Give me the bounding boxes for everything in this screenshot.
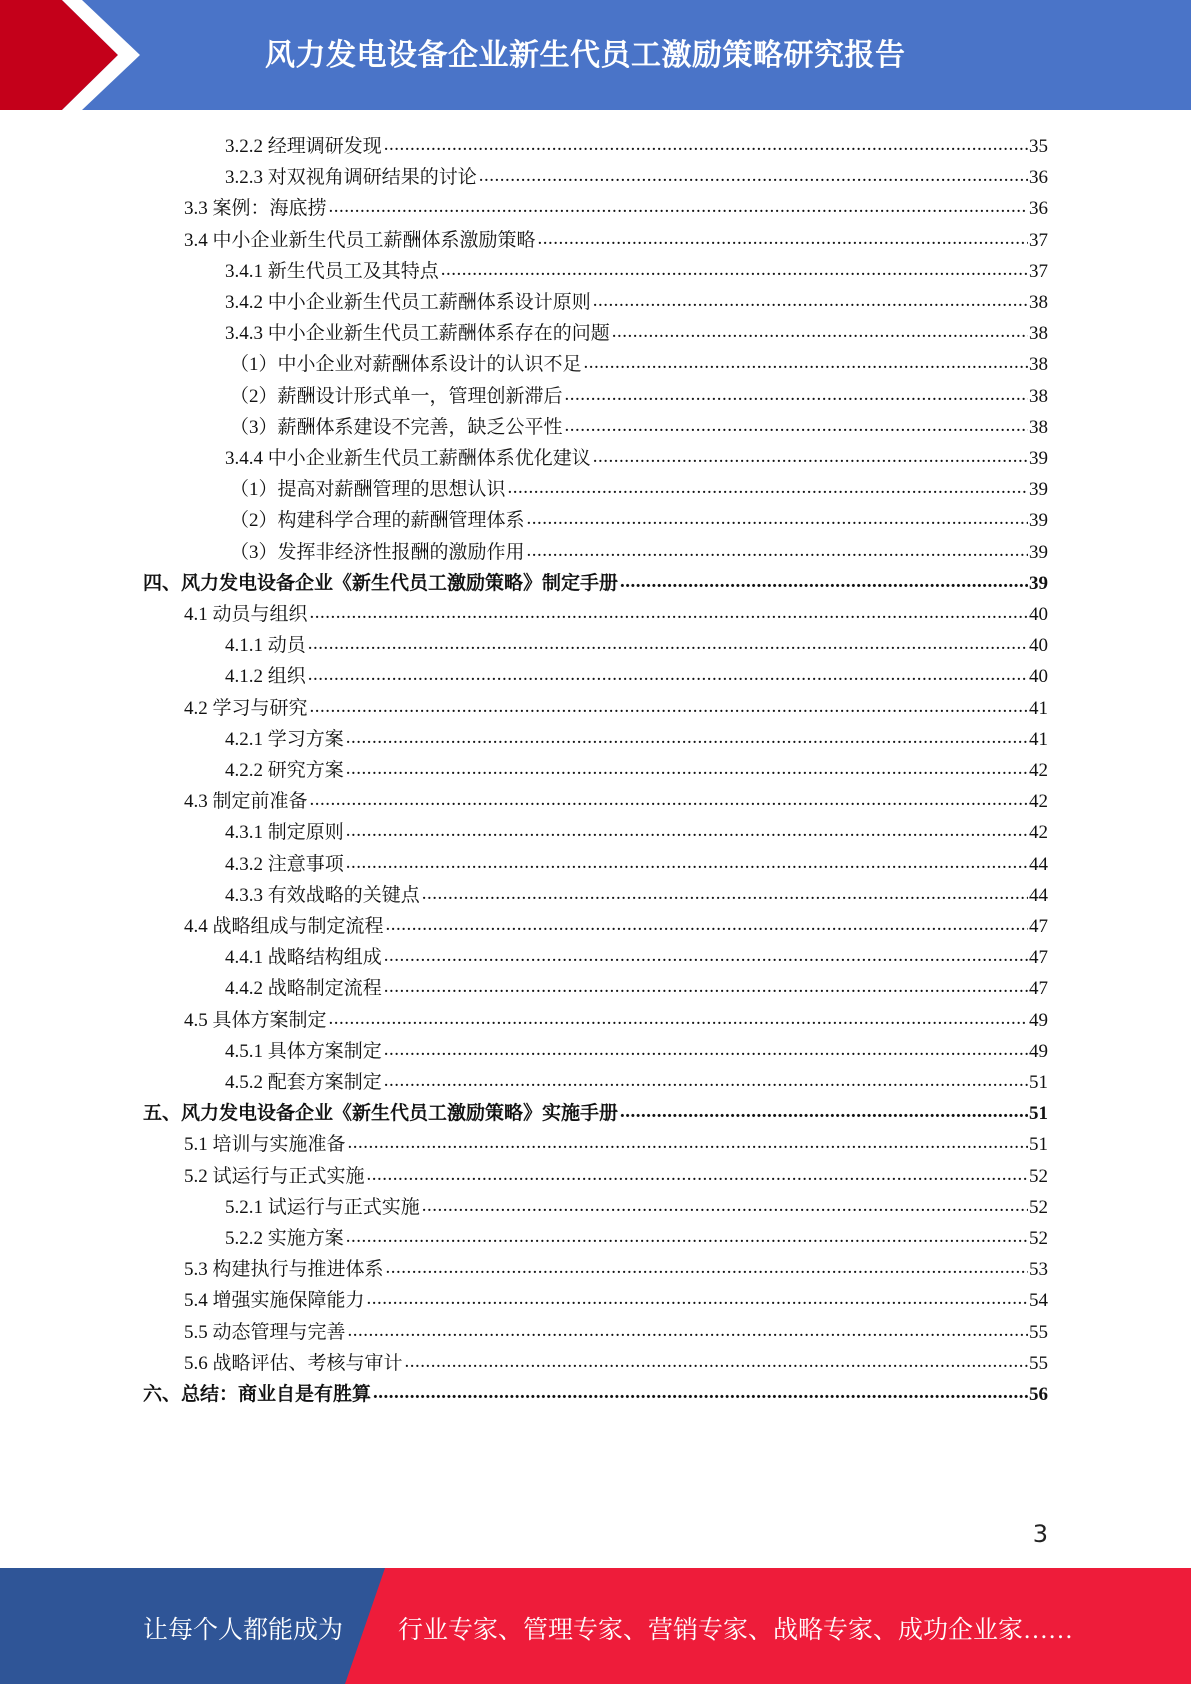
toc-entry-page-number: 51 (1029, 1072, 1048, 1093)
toc-dot-leader (308, 665, 1028, 688)
toc-entry-page-number: 39 (1029, 479, 1048, 501)
toc-entry-page-number: 42 (1029, 822, 1048, 844)
toc-entry-page-number: 38 (1029, 416, 1048, 438)
toc-dot-leader (527, 509, 1028, 532)
toc-entry-page-number: 49 (1029, 1009, 1048, 1031)
toc-entry[interactable] (225, 626, 1048, 657)
toc-entry-page-number: 40 (1029, 666, 1048, 688)
toc-entry-title: 4.1 动员与组织 (184, 604, 308, 625)
toc-dot-leader (593, 447, 1028, 470)
toc-dot-leader (348, 1321, 1028, 1344)
toc-entry-page-number: 55 (1029, 1321, 1048, 1343)
toc-entry-title: 5.2.1 试运行与正式实施 (225, 1196, 420, 1218)
toc-entry[interactable] (184, 1313, 1048, 1344)
toc-entry-title: （1）提高对薪酬管理的思想认识 (230, 479, 506, 501)
toc-entry-page-number: 38 (1029, 323, 1048, 345)
toc-entry-page-number: 39 (1029, 448, 1048, 469)
toc-entry[interactable] (225, 969, 1048, 1000)
toc-dot-leader (441, 260, 1028, 283)
toc-entry-page-number: 47 (1029, 978, 1048, 1000)
toc-entry-title: 4.5 具体方案制定 (184, 1009, 327, 1031)
toc-entry[interactable] (184, 1344, 1048, 1375)
toc-dot-leader (367, 1289, 1028, 1312)
toc-entry-page-number: 38 (1029, 292, 1048, 313)
toc-entry-page-number: 55 (1029, 1352, 1048, 1374)
toc-dot-leader (386, 1258, 1028, 1281)
toc-entry-title: 六、总结：商业自是有胜算 (143, 1384, 372, 1405)
toc-dot-leader (346, 853, 1028, 876)
toc-entry[interactable] (225, 439, 1048, 470)
toc-entry-page-number: 37 (1029, 260, 1048, 282)
toc-entry-title: 4.4 战略组成与制定流程 (184, 916, 384, 937)
toc-dot-leader (346, 728, 1028, 751)
toc-entry-page-number: 41 (1029, 728, 1048, 750)
toc-dot-leader (508, 478, 1028, 501)
toc-entry-title: （3）薪酬体系建设不完善，缺乏公平性 (230, 416, 563, 438)
toc-entry[interactable] (225, 845, 1048, 876)
toc-entry[interactable] (225, 283, 1048, 314)
toc-dot-leader (346, 759, 1028, 782)
footer-slogan-left: 让每个人都能成为 (143, 1617, 344, 1644)
toc-entry-title: 3.2.3 对双视角调研结果的讨论 (225, 167, 477, 189)
toc-entry[interactable] (225, 657, 1048, 688)
toc-entry-page-number: 47 (1029, 947, 1048, 969)
toc-entry-title: 4.5.2 配套方案制定 (225, 1072, 382, 1093)
toc-entry[interactable] (184, 782, 1048, 813)
toc-entry-title: 3.4.3 中小企业新生代员工薪酬体系存在的问题 (225, 323, 610, 345)
toc-entry-title: 4.3.3 有效战略的关键点 (225, 884, 420, 906)
toc-entry[interactable] (225, 1188, 1048, 1219)
toc-entry[interactable] (225, 158, 1048, 189)
toc-entry[interactable] (225, 1032, 1048, 1063)
toc-dot-leader (565, 385, 1028, 408)
toc-entry-page-number: 47 (1029, 916, 1048, 937)
toc-entry-title: 4.2.1 学习方案 (225, 728, 344, 750)
toc-dot-leader (612, 322, 1028, 345)
toc-entry[interactable] (184, 689, 1048, 720)
toc-entry[interactable] (184, 221, 1048, 252)
footer-slogan-right: 行业专家、管理专家、营销专家、战略专家、成功企业家…… (398, 1617, 1074, 1644)
toc-entry[interactable] (184, 1001, 1048, 1032)
toc-entry[interactable] (230, 345, 1048, 376)
toc-entry-page-number: 38 (1029, 354, 1048, 376)
toc-entry[interactable] (225, 127, 1048, 158)
toc-dot-leader (384, 1040, 1028, 1063)
toc-entry-title: 4.3 制定前准备 (184, 791, 308, 813)
toc-entry[interactable] (225, 751, 1048, 782)
toc-entry-title: 4.2.2 研究方案 (225, 760, 344, 781)
toc-entry-title: 4.3.1 制定原则 (225, 822, 344, 844)
toc-dot-leader (346, 821, 1028, 844)
toc-dot-leader (565, 416, 1028, 439)
toc-entry-page-number: 36 (1029, 167, 1048, 189)
toc-entry[interactable] (143, 564, 1048, 595)
toc-entry-page-number: 44 (1029, 853, 1048, 875)
toc-entry[interactable] (184, 189, 1048, 220)
toc-entry[interactable] (184, 595, 1048, 626)
toc-dot-leader (346, 1227, 1028, 1250)
toc-entry[interactable] (225, 720, 1048, 751)
toc-entry-page-number: 44 (1029, 884, 1048, 906)
document-title: 风力发电设备企业新生代员工激励策略研究报告 (265, 38, 906, 73)
toc-dot-leader (310, 790, 1028, 813)
toc-entry-page-number: 42 (1029, 791, 1048, 813)
toc-entry[interactable] (230, 408, 1048, 439)
toc-entry-page-number: 40 (1029, 604, 1048, 625)
toc-entry-page-number: 39 (1029, 510, 1048, 532)
toc-entry-title: （2）薪酬设计形式单一，管理创新滞后 (230, 385, 563, 407)
toc-entry-title: 4.4.1 战略结构组成 (225, 947, 382, 969)
toc-entry-page-number: 39 (1029, 541, 1048, 563)
toc-entry[interactable] (225, 813, 1048, 844)
toc-dot-leader (329, 197, 1028, 220)
toc-dot-leader (405, 1352, 1028, 1375)
toc-dot-leader (620, 572, 1028, 595)
toc-entry[interactable] (184, 1125, 1048, 1156)
toc-dot-leader (367, 1165, 1028, 1188)
toc-dot-leader (310, 697, 1028, 720)
toc-entry-page-number: 52 (1029, 1165, 1048, 1187)
toc-entry-page-number: 52 (1029, 1196, 1048, 1218)
toc-entry-page-number: 51 (1029, 1103, 1048, 1125)
toc-entry-page-number: 51 (1029, 1134, 1048, 1156)
toc-entry-title: 5.4 增强实施保障能力 (184, 1290, 365, 1312)
toc-entry-title: （1）中小企业对薪酬体系设计的认识不足 (230, 354, 582, 376)
toc-entry-title: 3.4.4 中小企业新生代员工薪酬体系优化建议 (225, 448, 591, 469)
toc-entry-page-number: 35 (1029, 136, 1048, 157)
toc-entry-title: 4.2 学习与研究 (184, 697, 308, 719)
toc-entry-title: 五、风力发电设备企业《新生代员工激励策略》实施手册 (143, 1103, 619, 1125)
toc-entry[interactable] (184, 1281, 1048, 1312)
toc-entry-page-number: 36 (1029, 198, 1048, 220)
toc-dot-leader (422, 884, 1028, 907)
toc-dot-leader (308, 634, 1028, 657)
toc-entry-title: 4.1.1 动员 (225, 635, 306, 657)
toc-entry[interactable] (230, 470, 1048, 501)
toc-dot-leader (384, 135, 1028, 158)
toc-entry[interactable] (184, 1250, 1048, 1281)
toc-entry-page-number: 42 (1029, 760, 1048, 781)
toc-dot-leader (373, 1383, 1028, 1406)
toc-dot-leader (329, 1009, 1028, 1032)
toc-entry-page-number: 38 (1029, 385, 1048, 407)
toc-entry-title: 5.3 构建执行与推进体系 (184, 1259, 384, 1281)
toc-entry-page-number: 53 (1029, 1259, 1048, 1281)
toc-entry-title: （3）发挥非经济性报酬的激励作用 (230, 541, 525, 563)
toc-dot-leader (386, 915, 1028, 938)
toc-entry-title: 3.3 案例：海底捞 (184, 198, 327, 220)
toc-entry[interactable] (230, 533, 1048, 564)
toc-entry-page-number: 52 (1029, 1228, 1048, 1249)
toc-dot-leader (384, 1071, 1028, 1094)
toc-entry[interactable] (225, 1063, 1048, 1094)
toc-entry[interactable] (225, 314, 1048, 345)
toc-entry[interactable] (230, 377, 1048, 408)
toc-dot-leader (593, 291, 1028, 314)
toc-entry-title: 4.1.2 组织 (225, 666, 306, 688)
toc-dot-leader (310, 603, 1028, 626)
toc-dot-leader (422, 1196, 1028, 1219)
toc-entry-title: （2）构建科学合理的薪酬管理体系 (230, 510, 525, 532)
toc-dot-leader (584, 353, 1028, 376)
toc-entry[interactable] (225, 938, 1048, 969)
toc-entry[interactable] (225, 876, 1048, 907)
toc-entry[interactable] (184, 907, 1048, 938)
toc-entry-page-number: 56 (1029, 1384, 1048, 1405)
toc-entry-page-number: 39 (1029, 572, 1048, 594)
toc-entry-title: 5.1 培训与实施准备 (184, 1134, 346, 1156)
toc-entry[interactable] (143, 1094, 1048, 1125)
toc-entry-title: 四、风力发电设备企业《新生代员工激励策略》制定手册 (143, 572, 619, 594)
header-arrow-decoration (0, 0, 160, 110)
toc-entry-title: 4.5.1 具体方案制定 (225, 1040, 382, 1062)
toc-entry-title: 4.4.2 战略制定流程 (225, 978, 382, 1000)
toc-entry[interactable] (184, 1157, 1048, 1188)
toc-entry-title: 5.6 战略评估、考核与审计 (184, 1352, 403, 1374)
toc-entry-title: 3.4 中小企业新生代员工薪酬体系激励策略 (184, 229, 536, 251)
toc-dot-leader (384, 977, 1028, 1000)
toc-entry-page-number: 40 (1029, 635, 1048, 657)
toc-entry[interactable] (225, 252, 1048, 283)
toc-entry-title: 5.5 动态管理与完善 (184, 1321, 346, 1343)
toc-entry-title: 3.2.2 经理调研发现 (225, 136, 382, 157)
page-number: 3 (1032, 1520, 1048, 1548)
toc-entry[interactable] (225, 1219, 1048, 1250)
toc-dot-leader (384, 946, 1028, 969)
toc-entry-page-number: 37 (1029, 229, 1048, 251)
toc-dot-leader (620, 1102, 1028, 1125)
toc-entry-title: 4.3.2 注意事项 (225, 853, 344, 875)
toc-entry-title: 5.2 试运行与正式实施 (184, 1165, 365, 1187)
toc-entry-title: 3.4.2 中小企业新生代员工薪酬体系设计原则 (225, 292, 591, 313)
toc-entry[interactable] (230, 501, 1048, 532)
toc-entry-title: 3.4.1 新生代员工及其特点 (225, 260, 439, 282)
toc-dot-leader (348, 1133, 1028, 1156)
toc-dot-leader (527, 541, 1028, 564)
toc-entry-page-number: 41 (1029, 697, 1048, 719)
toc-entry-page-number: 49 (1029, 1040, 1048, 1062)
toc-entry[interactable] (143, 1375, 1048, 1406)
toc-dot-leader (538, 229, 1028, 252)
toc-entry-page-number: 54 (1029, 1290, 1048, 1312)
page-footer (0, 1568, 1191, 1684)
toc-entry-title: 5.2.2 实施方案 (225, 1228, 344, 1249)
toc-dot-leader (479, 166, 1028, 189)
page-header (0, 0, 1191, 110)
